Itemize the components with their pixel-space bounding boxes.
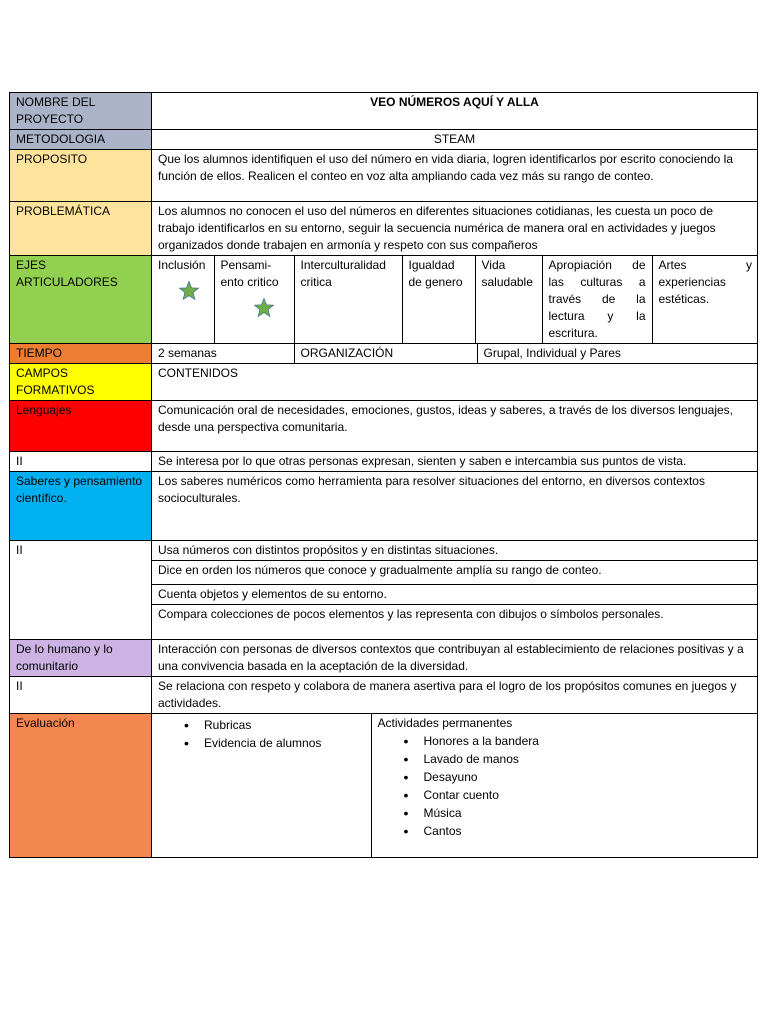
row-lenguajes-pda	[10, 452, 758, 472]
tiempo-label: TIEMPO	[10, 344, 152, 364]
row-lenguajes	[10, 401, 758, 452]
lenguajes-label: Lenguajes	[10, 401, 152, 452]
eje-inclusion	[152, 256, 214, 343]
organizacion-label: ORGANIZACIÓN	[294, 344, 477, 363]
row-problematica	[10, 202, 758, 256]
proposito-value: Que los alumnos identifiquen el uso del número en vida diaria, logren identificarlos por escrito conociendo la función de ellos. Realicen el conteo en voz alta ampliando cada vez más su rango de conteo.	[152, 150, 758, 202]
tiempo-grid	[152, 344, 758, 363]
evaluacion-grid	[152, 714, 758, 857]
eje-vida-saludable: Vida saludable	[475, 256, 542, 343]
row-tiempo	[10, 344, 758, 364]
tiempo-value: 2 semanas	[158, 346, 217, 360]
row-humano	[10, 639, 758, 676]
eje-label: Pensami-ento critico	[220, 258, 279, 289]
saberes-pda-cell	[152, 541, 758, 640]
lenguajes-content: Comunicación oral de necesidades, emociones, gustos, ideas y saberes, a través de los diversos lenguajes, desde una perspectiva comunitaria.	[152, 401, 758, 452]
lenguajes-pda: Se interesa por lo que otras personas expresan, sienten y saben e intercambia sus puntos de vista.	[152, 452, 758, 472]
humano-label: De lo humano y lo comunitario	[10, 639, 152, 676]
actividad-item: • Música	[424, 804, 753, 822]
evaluacion-list	[158, 716, 365, 752]
humano-pda: Se relaciona con respeto y colabora de manera asertiva para el logro de los propósitos comunes en juegos y actividades.	[152, 676, 758, 713]
eje-artes: Artes y experiencias estéticas.	[652, 256, 758, 343]
ejes-cell	[152, 256, 758, 344]
row-saberes-pda	[10, 541, 758, 640]
project-plan-table	[9, 92, 758, 858]
evaluacion-instrumentos	[152, 714, 371, 857]
evaluacion-cell	[152, 713, 758, 857]
eje-apropiacion-culturas: Apropiación de las culturas a través de la lectura y la escritura.	[542, 256, 652, 343]
saberes-content: Los saberes numéricos como herramienta para resolver situaciones del entorno, en diversos contextos socioculturales.	[152, 472, 758, 541]
actividades-list	[378, 732, 753, 840]
row-saberes	[10, 472, 758, 541]
saberes-pda-item: Compara colecciones de pocos elementos y las representa con dibujos o símbolos personales.	[152, 605, 757, 639]
eje-pensamiento-critico	[214, 256, 294, 343]
metodologia-label: METODOLOGIA	[10, 130, 152, 150]
actividades-title: Actividades permanentes	[377, 715, 513, 730]
ejes-grid	[152, 256, 758, 343]
campos-label: CAMPOS FORMATIVOS	[10, 364, 152, 401]
humano-grade: II	[10, 676, 152, 713]
saberes-grade: II	[10, 541, 152, 640]
actividad-item: • Desayuno	[424, 768, 753, 786]
humano-content: Interacción con personas de diversos contextos que contribuyan al establecimiento de relaciones positivas y a una convivencia basada en la aceptación de la diversidad.	[152, 639, 758, 676]
evaluacion-label: Evaluación	[10, 713, 152, 857]
problematica-value: Los alumnos no conocen el uso del números en diferentes situaciones cotidianas, les cuesta un poco de trabajo identificarlos en su entorno, seguir la secuencia numérica de manera oral en actividades y juegos organizados donde trabajen en armonía y respeto con sus compañeros	[152, 202, 758, 256]
proposito-label: PROPOSITO	[10, 150, 152, 202]
eje-label: Inclusión	[158, 258, 206, 272]
saberes-label: Saberes y pensamiento científico.	[10, 472, 152, 541]
ejes-label: EJES ARTICULADORES	[10, 256, 152, 344]
nombre-label: NOMBRE DEL PROYECTO	[10, 93, 152, 130]
evaluacion-item: • Evidencia de alumnos	[204, 734, 365, 752]
saberes-pda-item: Usa números con distintos propósitos y en distintas situaciones.	[158, 543, 499, 557]
eje-interculturalidad: Interculturalidad critica	[294, 256, 402, 343]
metodologia-value: STEAM	[152, 130, 758, 150]
saberes-pda-item: Cuenta objetos y elementos de su entorno.	[152, 585, 757, 605]
star-icon	[178, 280, 200, 302]
actividad-item: • Cantos	[424, 822, 753, 840]
eje-igualdad-genero: Igualdad de genero	[402, 256, 475, 343]
star-icon	[253, 297, 275, 319]
actividades-permanentes	[371, 714, 758, 857]
row-metodologia	[10, 130, 758, 150]
saberes-pda-item: Dice en orden los números que conoce y gradualmente amplía su rango de conteo.	[152, 561, 757, 585]
project-plan-sheet	[9, 92, 757, 858]
row-evaluacion	[10, 713, 758, 857]
lenguajes-grade: II	[10, 452, 152, 472]
tiempo-cell	[152, 344, 758, 364]
saberes-pda-list	[152, 541, 757, 639]
row-proposito	[10, 150, 758, 202]
row-nombre	[10, 93, 758, 130]
row-humano-pda	[10, 676, 758, 713]
actividad-item: • Lavado de manos	[424, 750, 753, 768]
project-title: VEO NÚMEROS AQUÍ Y ALLA	[152, 93, 758, 130]
actividad-item: • Honores a la bandera	[424, 732, 753, 750]
problematica-label: PROBLEMÁTICA	[10, 202, 152, 256]
actividad-item: • Contar cuento	[424, 786, 753, 804]
row-ejes	[10, 256, 758, 344]
contenidos-label: CONTENIDOS	[152, 364, 758, 401]
row-campos	[10, 364, 758, 401]
evaluacion-item: • Rubricas	[204, 716, 365, 734]
organizacion-value: Grupal, Individual y Pares	[477, 344, 758, 363]
